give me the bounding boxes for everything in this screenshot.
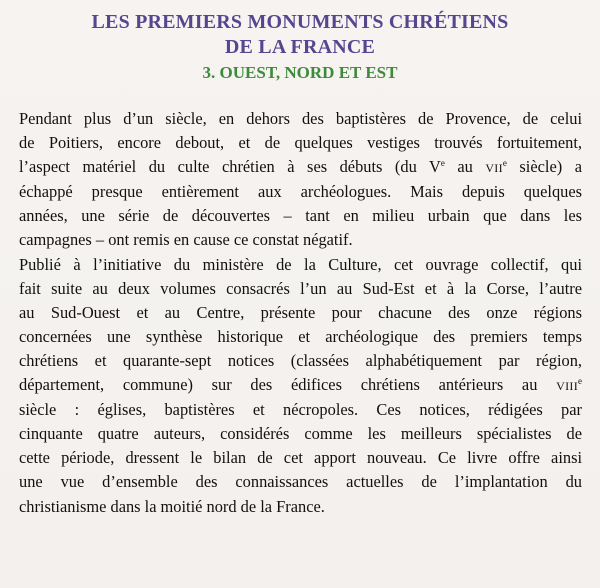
text-run: au	[444, 157, 486, 177]
roman-numeral: VII	[485, 161, 503, 176]
title-line-1: LES PREMIERS MONUMENTS CHRÉTIENS	[91, 11, 509, 33]
paragraph-2-line: concernées une synthèse historique et archéologique des premiers temps	[19, 326, 582, 346]
paragraph-2-line: Publié à l’initiative du ministère de la Culture, cet ouvrage collectif, qui	[19, 254, 582, 274]
paragraph-2-line: une vue d’ensemble des connaissances actuelles de l’implantation du	[19, 472, 582, 492]
text-run: département, commune) sur des édifices chrétiens antérieurs au	[19, 375, 557, 395]
paragraph-2-line	[19, 373, 582, 398]
subtitle: 3. OUEST, NORD ET EST	[202, 63, 398, 82]
paragraph-1-line	[19, 155, 582, 180]
paragraph-2-line: chrétiens et quarante-sept notices (classées alphabétiquement par région,	[19, 350, 582, 370]
text-run: l’aspect matériel du culte chrétien à ses débuts (du V	[19, 157, 441, 177]
header	[0, 10, 600, 84]
paragraph-1-line: Pendant plus d’un siècle, en dehors des baptistères de Provence, de celui	[19, 109, 582, 128]
paragraph-2	[19, 253, 582, 519]
paragraph-2-line: cinquante quatre auteurs, considérés comme les meilleurs spécialistes de	[19, 424, 582, 444]
superscript: e	[502, 158, 507, 169]
paragraph-2-line: christianisme dans la moitié nord de la France.	[19, 496, 325, 516]
paragraph-2-line: au Sud-Ouest et au Centre, présente pour chacune des onze régions	[19, 302, 582, 322]
paragraph-1-line: échappé presque entièrement aux archéologues. Mais depuis quelques	[19, 182, 582, 202]
body-text	[19, 107, 582, 519]
paragraph-1	[19, 107, 582, 253]
title-line-2: DE LA FRANCE	[224, 36, 376, 58]
text-run: siècle) a	[506, 157, 582, 177]
superscript: e	[578, 376, 582, 387]
paragraph-2-line: cette période, dressent le bilan de cet apport nouveau. Ce livre offre ainsi	[19, 448, 582, 468]
paragraph-2-line: siècle : églises, baptistères et nécropoles. Ces notices, rédigées par	[19, 400, 582, 420]
paragraph-1-line: campagnes – ont remis en cause ce constat négatif.	[19, 230, 353, 250]
paragraph-1-line: années, une série de découvertes – tant en milieu urbain que dans les	[19, 206, 582, 226]
paragraph-1-line: de Poitiers, encore debout, et de quelques vestiges trouvés fortuitement,	[19, 133, 582, 153]
roman-numeral: VIII	[556, 379, 578, 394]
superscript: e	[440, 158, 445, 169]
paragraph-2-line: fait suite au deux volumes consacrés l’un au Sud-Est et à la Corse, l’autre	[19, 278, 582, 298]
